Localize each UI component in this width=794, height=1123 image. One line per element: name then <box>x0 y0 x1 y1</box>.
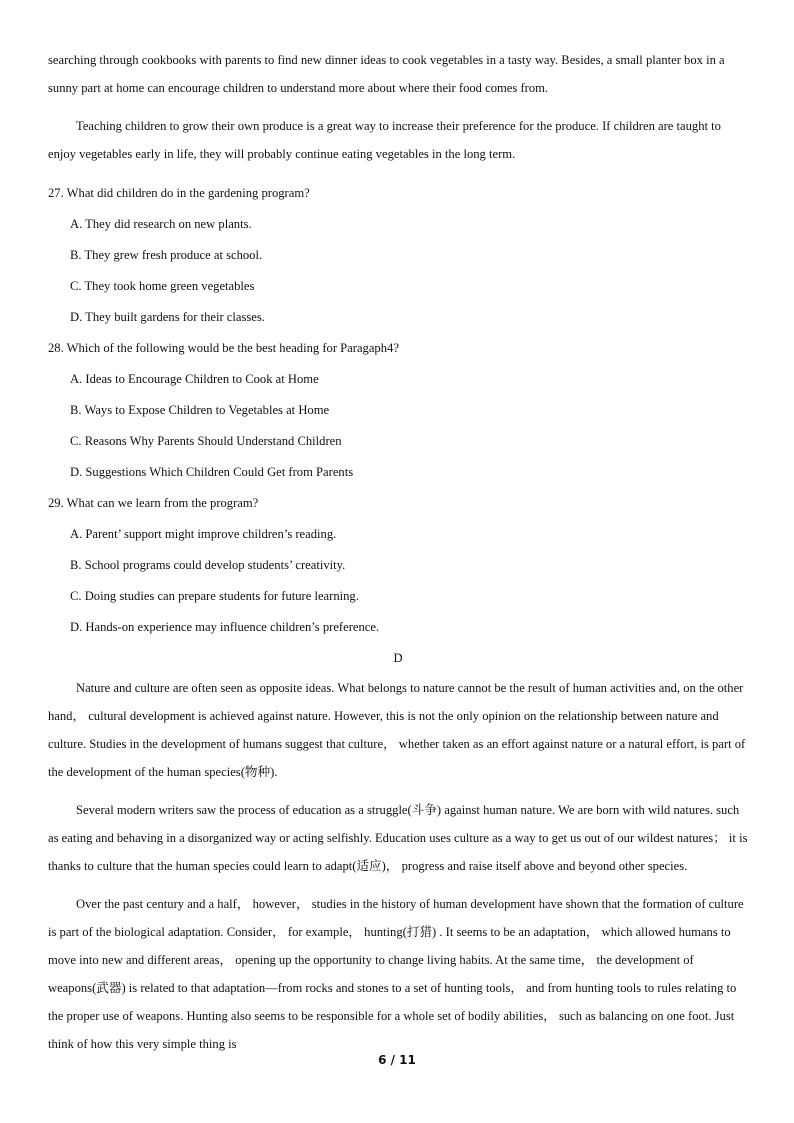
option-d: D. Hands-on experience may influence children’s preference. <box>70 620 380 634</box>
option-d: D. They built gardens for their classes. <box>70 310 265 324</box>
option-a: A. They did research on new plants. <box>70 217 252 231</box>
option-b: B. They grew fresh produce at school. <box>70 248 263 262</box>
option-a: A. Ideas to Encourage Children to Cook at Home <box>70 372 319 386</box>
option-c: C. Reasons Why Parents Should Understand Children <box>70 434 342 448</box>
passage-d-paragraph-3: Over the past century and a half， however， studies in the history of human development have shown that the formation of culture is part of the biological adaptation. Consider， for example， hunting(打猎) . It seems to be an adaptation， which allowed humans to move into new and different areas， opening up the opportunity to change living habits. At the same time， the development of weapons(武器) is related to that adaptation—from rocks and stones to a set of hunting tools， and from hunting tools to rules relating to the proper use of weapons. Hunting also seems to be responsible for a whole set of bodily abilities， such as balancing on one foot. Just think of how this very simple thing is <box>48 897 744 1051</box>
page-number: 6 / 11 <box>378 1053 416 1067</box>
question-stem: 29. What can we learn from the program? <box>48 496 259 510</box>
question-stem: 28. Which of the following would be the best heading for Paragaph4? <box>48 341 399 355</box>
question-27 <box>48 178 748 333</box>
passage-d-paragraph-1: Nature and culture are often seen as opposite ideas. What belongs to nature cannot be the result of human activities and, on the other hand， cultural development is achieved against nature. However, this is not the only opinion on the relationship between nature and culture. Studies in the development of humans suggest that culture， whether taken as an effort against nature or a natural effort, is part of the development of the human species(物种). <box>48 681 746 779</box>
document-page <box>48 46 748 1068</box>
question-29 <box>48 488 748 643</box>
option-d: D. Suggestions Which Children Could Get from Parents <box>70 465 354 479</box>
option-b: B. School programs could develop students’ creativity. <box>70 558 346 572</box>
option-c: C. They took home green vegetables <box>70 279 255 293</box>
option-b: B. Ways to Expose Children to Vegetables at Home <box>70 403 330 417</box>
passage-d-paragraph-2: Several modern writers saw the process of education as a struggle(斗争) against human nature. We are born with wild natures. such as eating and behaving in a disorganized way or acting selfishly. Education uses culture as a way to get us out of our wildest natures； it is thanks to culture that the human species could learn to adapt(适应)， progress and raise itself above and beyond other species. <box>48 803 748 873</box>
question-28 <box>48 333 748 488</box>
question-stem: 27. What did children do in the gardening program? <box>48 186 310 200</box>
passage-d-heading: D <box>393 651 403 665</box>
passage-c-paragraph-continued: searching through cookbooks with parents to find new dinner ideas to cook vegetables in a tasty way. Besides, a small planter box in a sunny part at home can encourage children to understand more about where their food comes from. <box>48 53 725 95</box>
passage-c-paragraph-last: Teaching children to grow their own produce is a great way to increase their preference for the produce. If children are taught to enjoy vegetables early in life, they will probably continue eating vegetables in the long term. <box>48 119 721 161</box>
option-c: C. Doing studies can prepare students for future learning. <box>70 589 359 603</box>
option-a: A. Parent’ support might improve children’s reading. <box>70 527 337 541</box>
